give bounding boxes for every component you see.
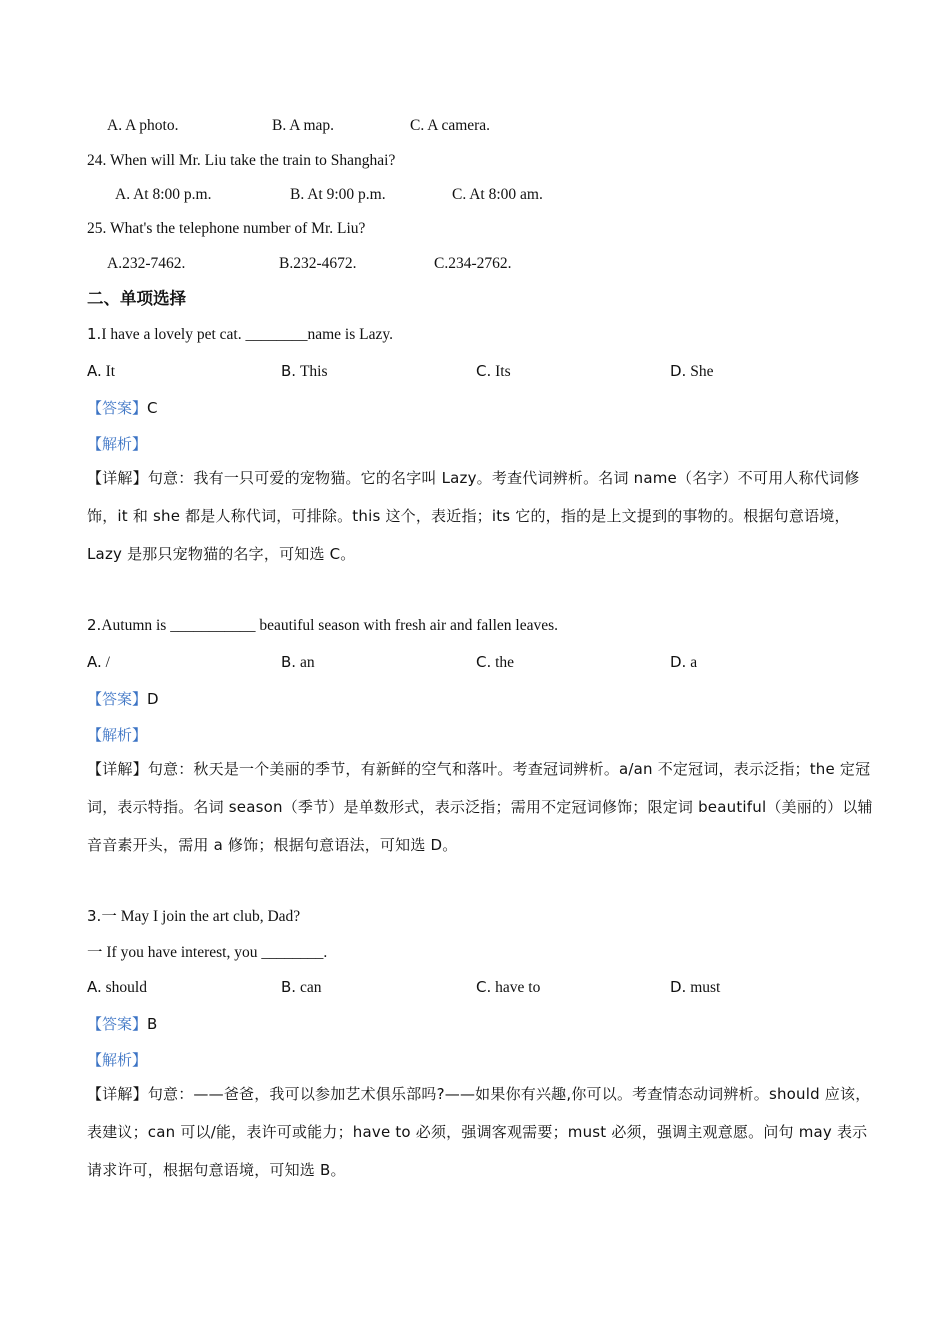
q24-option-a: A. At 8:00 p.m. — [115, 186, 212, 203]
q23-option-b: B. A map. — [272, 117, 335, 134]
answer-label: 【答案】 — [87, 1015, 148, 1033]
q24-option-b: B. At 9:00 p.m. — [290, 186, 386, 203]
detail-label: 【详解】 — [87, 1085, 148, 1103]
q3-option-b: B. can — [281, 978, 322, 996]
q23-option-c: C. A camera. — [410, 117, 491, 134]
q25-option-a: A.232-7462. — [107, 255, 186, 272]
q2-answer — [87, 689, 159, 710]
question-3-stem — [87, 906, 300, 927]
question-text: 一 May I join the art club, Dad? — [101, 908, 301, 925]
detail-label: 【详解】 — [87, 760, 148, 778]
question-number: 2. — [87, 616, 102, 634]
q3-answer — [87, 1014, 157, 1035]
detail-text: 句意：——爸爸，我可以参加艺术俱乐部吗?——如果你有兴趣,你可以。考查情态动词辨析。should 应该，表建议；can 可以/能，表许可或能力；have to 必须，强调客观需要；must 必须，强调主观意愿。问句 may 表示请求许可，根据句意语境，可知选 B。 — [87, 1085, 871, 1179]
q2-option-b: B. an — [281, 653, 315, 671]
q1-option-a: A. It — [87, 362, 116, 380]
q1-detail — [87, 459, 877, 573]
q3-option-c: C. have to — [476, 978, 541, 996]
question-text: I have a lovely pet cat. ________name is Lazy. — [101, 326, 393, 343]
q1-option-c: C. Its — [476, 362, 511, 380]
q2-analysis-label: 【解析】 — [87, 726, 148, 744]
detail-text: 句意：我有一只可爱的宠物猫。它的名字叫 Lazy。考查代词辨析。名词 name（名字）不可用人称代词修饰，it 和 she 都是人称代词，可排除。this 这个，表近指；its 它的，指的是上文提到的事物的。根据句意语境，Lazy 是那只宠物猫的名字，可知选 C。 — [87, 469, 860, 563]
answer-value: B — [147, 1015, 158, 1033]
question-1-stem — [87, 324, 393, 345]
q1-answer — [87, 398, 158, 419]
q2-option-d: D. a — [670, 653, 698, 671]
question-text: Autumn is ___________ beautiful season with fresh air and fallen leaves. — [101, 617, 559, 634]
q24-question: 24. When will Mr. Liu take the train to Shanghai? — [87, 152, 396, 169]
answer-label: 【答案】 — [87, 399, 148, 417]
q2-detail — [87, 750, 877, 864]
answer-label: 【答案】 — [87, 690, 148, 708]
detail-label: 【详解】 — [87, 469, 148, 487]
question-2-stem — [87, 615, 558, 636]
question-3-reply: 一 If you have interest, you ________. — [87, 944, 328, 961]
section-title: 二、单项选择 — [87, 289, 186, 308]
q3-option-d: D. must — [670, 978, 721, 996]
question-number: 1. — [87, 325, 102, 343]
q1-analysis-label: 【解析】 — [87, 435, 148, 453]
q25-option-b: B.232-4672. — [279, 255, 357, 272]
q3-analysis-label: 【解析】 — [87, 1051, 148, 1069]
detail-text: 句意：秋天是一个美丽的季节，有新鲜的空气和落叶。考查冠词辨析。a/an 不定冠词，表示泛指；the 定冠词，表示特指。名词 season（季节）是单数形式，表示泛指；需用不定冠词修饰；限定词 beautiful（美丽的）以辅音音素开头，需用 a 修饰；根据句意语法，可知选 D。 — [87, 760, 873, 854]
q3-detail — [87, 1075, 877, 1189]
q3-option-a: A. should — [87, 978, 147, 996]
answer-value: C — [147, 399, 158, 417]
q1-option-d: D. She — [670, 362, 714, 380]
q25-option-c: C.234-2762. — [434, 255, 512, 272]
answer-value: D — [147, 690, 159, 708]
q23-option-a: A. A photo. — [107, 117, 179, 134]
question-number: 3. — [87, 907, 102, 925]
q2-option-a: A. / — [87, 653, 110, 671]
q25-question: 25. What's the telephone number of Mr. Liu? — [87, 220, 366, 237]
q24-option-c: C. At 8:00 am. — [452, 186, 543, 203]
q1-option-b: B. This — [281, 362, 328, 380]
q2-option-c: C. the — [476, 653, 515, 671]
